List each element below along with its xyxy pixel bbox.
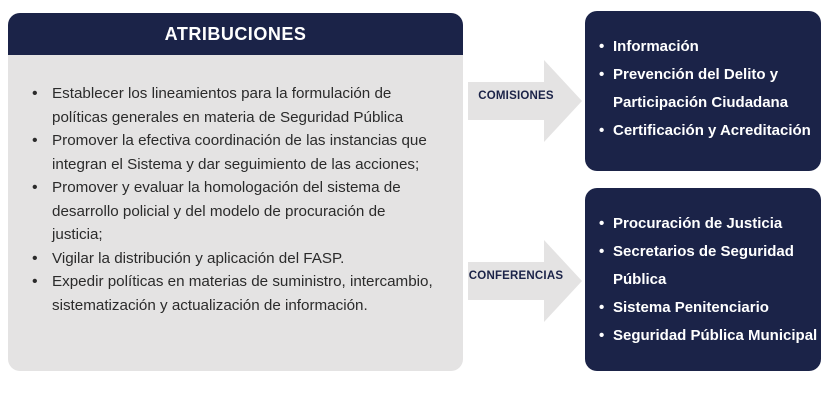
conferencia-item (599, 210, 821, 238)
atribuciones-list (8, 55, 463, 317)
comision-item (599, 33, 821, 61)
atribucion-item-text: integran el Sistema y dar seguimiento de las acciones; (52, 155, 420, 173)
atribucion-item-text: Vigilar la distribución y aplicación del FASP. (52, 249, 345, 267)
conferencias-arrow (468, 240, 584, 322)
bullet-icon: • (599, 215, 605, 232)
comisiones-label: COMISIONES (478, 90, 554, 102)
atribucion-item-text: Promover y evaluar la homologación del sistema de (52, 179, 401, 196)
atribucion-item-text: Establecer los lineamientos para la formulación de (52, 85, 392, 102)
atribucion-item-text: Promover la efectiva coordinación de las instancias que (52, 132, 427, 149)
atribucion-item-text: políticas generales en materia de Seguridad Pública (52, 108, 404, 126)
comisiones-list (585, 11, 821, 145)
comision-item-text: Información (613, 38, 699, 55)
conferencias-box (585, 188, 821, 371)
bullet-icon: • (32, 179, 38, 196)
conferencia-item (599, 294, 821, 322)
bullet-icon: • (599, 299, 605, 316)
bullet-icon: • (599, 243, 605, 260)
atribucion-item-text: sistematización y actualización de información. (52, 296, 368, 314)
bullet-icon: • (599, 38, 605, 55)
comision-item (599, 61, 821, 117)
conferencia-item-text: Pública (613, 271, 667, 288)
conferencia-item-text: Secretarios de Seguridad (613, 243, 794, 260)
bullet-icon: • (599, 66, 605, 83)
atribucion-item-text: Expedir políticas en materias de suministro, intercambio, (52, 273, 433, 290)
bullet-icon: • (32, 132, 38, 149)
comision-item (599, 117, 821, 145)
atribucion-item (30, 82, 443, 129)
conferencias-list (585, 188, 821, 350)
atribucion-item-text: justicia; (52, 226, 103, 243)
bullet-icon: • (599, 327, 605, 344)
atribuciones-panel (8, 13, 463, 371)
bullet-icon: • (32, 273, 38, 290)
conferencia-item (599, 322, 821, 350)
conferencias-label: CONFERENCIAS (468, 270, 564, 282)
comision-item-text: Certificación y Acreditación (613, 122, 811, 139)
comisiones-box (585, 11, 821, 171)
atribucion-item (30, 129, 443, 176)
conferencia-item-text: Sistema Penitenciario (613, 299, 769, 316)
conferencia-item-text: Seguridad Pública Municipal (613, 327, 818, 344)
comision-item-text: Participación Ciudadana (613, 94, 789, 111)
atribucion-item (30, 270, 443, 317)
atribucion-item-text: desarrollo policial y del modelo de procuración de (52, 202, 386, 220)
bullet-icon: • (32, 85, 38, 102)
conferencia-item-text: Procuración de Justicia (613, 215, 783, 232)
atribucion-item (30, 176, 443, 247)
atribuciones-title: ATRIBUCIONES (8, 13, 463, 55)
conferencia-item (599, 238, 821, 294)
atribucion-item (30, 247, 443, 271)
comision-item-text: Prevención del Delito y (613, 66, 779, 83)
bullet-icon: • (32, 249, 38, 267)
comisiones-arrow (468, 60, 584, 142)
bullet-icon: • (599, 122, 605, 139)
